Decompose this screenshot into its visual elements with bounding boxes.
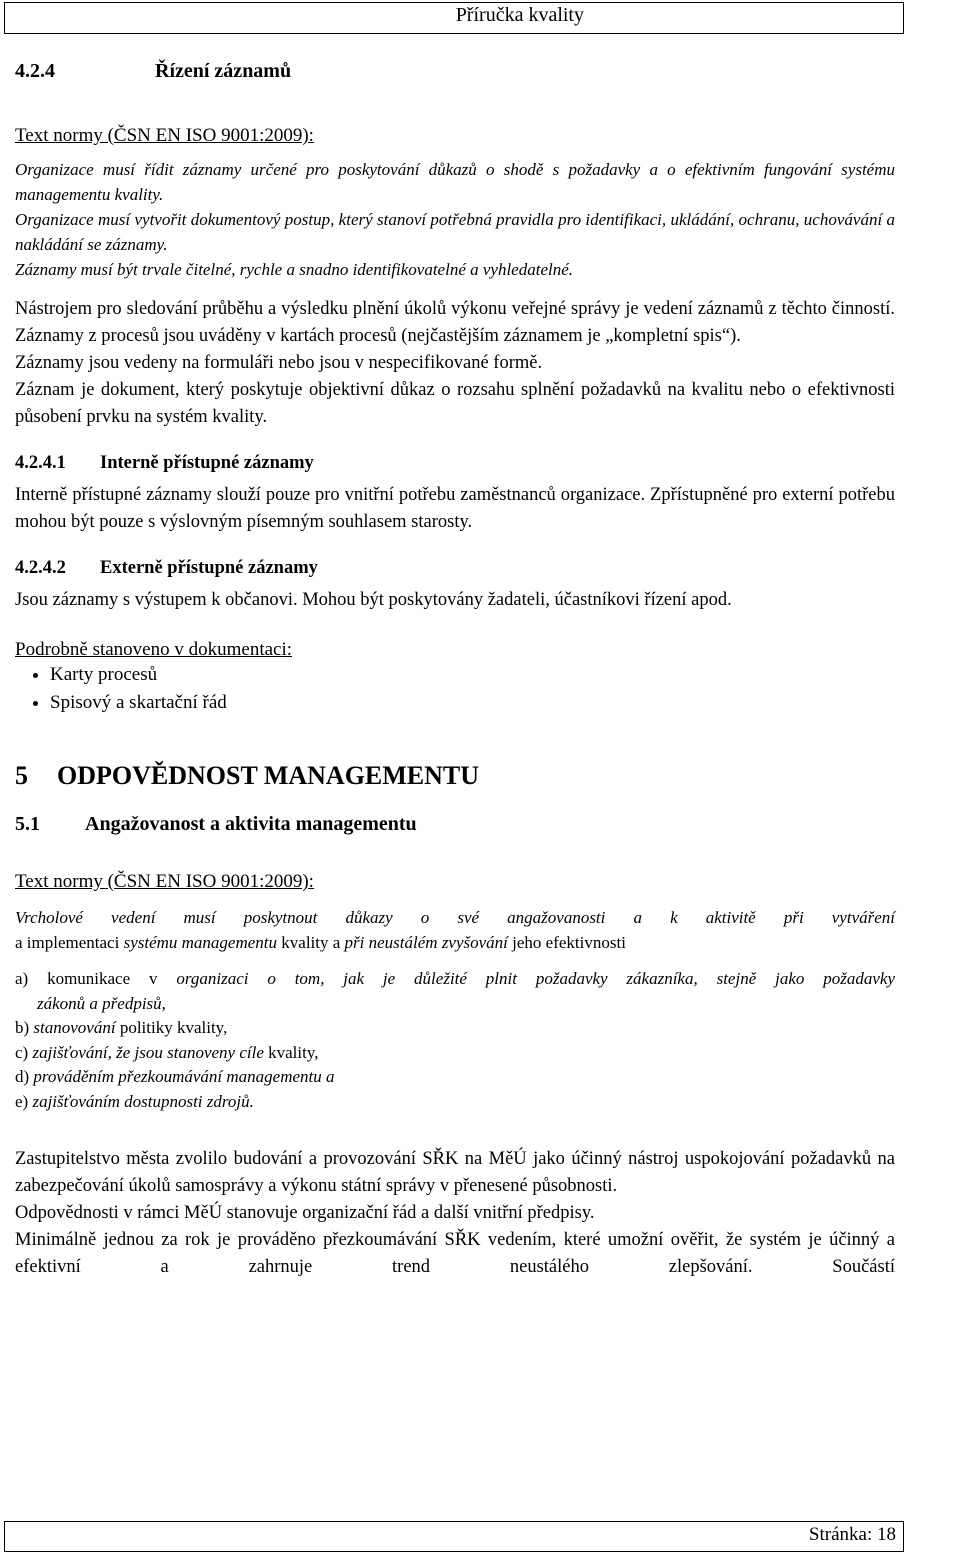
- text-run: zajišťováním dostupnosti zdrojů.: [32, 1091, 254, 1111]
- section-number: 4.2.4: [15, 60, 55, 82]
- text-run: organizaci o tom, jak je důležité plnit požadavky zákazníka, stejně jako požadavky: [176, 969, 895, 988]
- section-number: 5: [15, 761, 28, 790]
- norm-intro-line: [15, 930, 895, 955]
- section-number: 4.2.4.2: [15, 558, 66, 578]
- norm-label: Text normy (ČSN EN ISO 9001:2009):: [15, 125, 314, 146]
- header-frame: [4, 2, 904, 34]
- section-number: 5.1: [15, 813, 40, 835]
- text-run: a) komunikace v: [15, 969, 177, 988]
- text-run: systému managementu: [123, 933, 278, 952]
- header-title: Příručka kvality: [455, 4, 584, 26]
- norm-paragraph: Organizace musí vytvořit dokumentový postup, který stanoví potřebná pravidla pro identifikaci, ukládání, ochranu, uchovávání a nakládání se záznamy.: [15, 210, 895, 254]
- documentation-list: [15, 661, 895, 717]
- body-paragraph: Interně přístupné záznamy slouží pouze pro vnitřní potřebu zaměstnanců organizace. Zpřístupněné pro externí potřebu mohou být pouze s výslovným písemným souhlasem starosty.: [15, 485, 895, 532]
- norm-intro-line: Vrcholové vedení musí poskytnout důkazy o své angažovanosti a k aktivitě při vytváření: [15, 908, 895, 927]
- text-run: e): [15, 1091, 33, 1111]
- text-run: c): [15, 1042, 33, 1062]
- body-paragraph: Záznamy jsou vedeny na formuláři nebo jsou v nespecifikované formě.: [15, 353, 543, 373]
- text-run: kvality,: [263, 1042, 319, 1062]
- body-paragraph: Odpovědnosti v rámci MěÚ stanovuje organizační řád a další vnitřní předpisy.: [15, 1203, 595, 1223]
- section-title: ODPOVĚDNOST MANAGEMENTU: [57, 761, 480, 790]
- text-run: při neustálém zvyšování: [344, 933, 508, 952]
- text-run: politiky kvality,: [115, 1018, 228, 1037]
- body-paragraph: Záznam je dokument, který poskytuje objektivní důkaz o rozsahu splnění požadavků na kvalitu nebo o efektivnosti působení prvku na systém kvality.: [15, 380, 895, 427]
- chapter-5-heading: [15, 761, 895, 791]
- text-run: jeho efektivnosti: [507, 933, 626, 952]
- norm-list-item-b: [15, 1016, 895, 1041]
- section-title: Řízení záznamů: [155, 60, 292, 82]
- text-run: d): [15, 1067, 34, 1086]
- section-title: Externě přístupné záznamy: [100, 558, 318, 578]
- text-run: stanovování: [33, 1018, 116, 1037]
- section-number: 4.2.4.1: [15, 453, 66, 473]
- section-5-1-heading: [15, 813, 895, 836]
- text-run: b): [15, 1018, 34, 1037]
- norm-list-item-a-cont: [15, 992, 895, 1017]
- norm-list: [15, 967, 895, 1114]
- norm-paragraph: Organizace musí řídit záznamy určené pro poskytování důkazů o shodě s požadavky a o efektivním fungování systému managementu kvality.: [15, 160, 895, 204]
- norm-list-item-c: [15, 1041, 895, 1066]
- documentation-label: Podrobně stanoveno v dokumentaci:: [15, 639, 293, 660]
- list-item: • Karty procesů: [50, 661, 895, 689]
- section-title: Angažovanost a aktivita managementu: [85, 813, 417, 835]
- norm-label: Text normy (ČSN EN ISO 9001:2009):: [15, 871, 314, 892]
- body-paragraph: Jsou záznamy s výstupem k občanovi. Mohou být poskytovány žadateli, účastníkovi řízení apod.: [15, 590, 732, 610]
- list-item: • Spisový a skartační řád: [50, 689, 895, 717]
- norm-list-item-d: [15, 1065, 895, 1090]
- section-4-2-4-heading: [15, 60, 895, 83]
- page-content: [15, 60, 895, 1281]
- page-number: Stránka: 18: [808, 1524, 896, 1545]
- text-run: a implementaci: [15, 933, 124, 952]
- body-paragraph: Nástrojem pro sledování průběhu a výsledku plnění úkolů výkonu veřejné správy je vedení záznamů z těchto činností. Záznamy z procesů jsou uváděny v kartách procesů (nejčastějším záznamem je „kompletní spis“).: [15, 299, 895, 346]
- text-run: prováděním přezkoumávání managementu a: [33, 1067, 335, 1086]
- section-title: Interně přístupné záznamy: [100, 453, 314, 473]
- text-run: zajišťování, že jsou stanoveny cíle: [32, 1042, 264, 1062]
- norm-list-item-a: [15, 967, 895, 992]
- body-paragraph: Zastupitelstvo města zvolilo budování a provozování SŘK na MěÚ jako účinný nástroj uspokojování požadavků na zabezpečování úkolů samosprávy a výkonu státní správy v přenesené působnosti.: [15, 1149, 895, 1196]
- body-paragraph: Minimálně jednou za rok je prováděno přezkoumávání SŘK vedením, které umožní ověřit, že systém je účinný a efektivní a zahrnuje trend neustálého zlepšování. Součástí: [15, 1230, 895, 1277]
- norm-list-item-e: [15, 1090, 895, 1115]
- text-run: zákonů a předpisů,: [37, 993, 166, 1013]
- section-4-2-4-1-heading: [15, 453, 895, 474]
- norm-paragraph: Záznamy musí být trvale čitelné, rychle a snadno identifikovatelné a vyhledatelné.: [15, 260, 574, 279]
- section-4-2-4-2-heading: [15, 558, 895, 579]
- footer-frame: [4, 1521, 904, 1552]
- text-run: kvality a: [277, 933, 345, 952]
